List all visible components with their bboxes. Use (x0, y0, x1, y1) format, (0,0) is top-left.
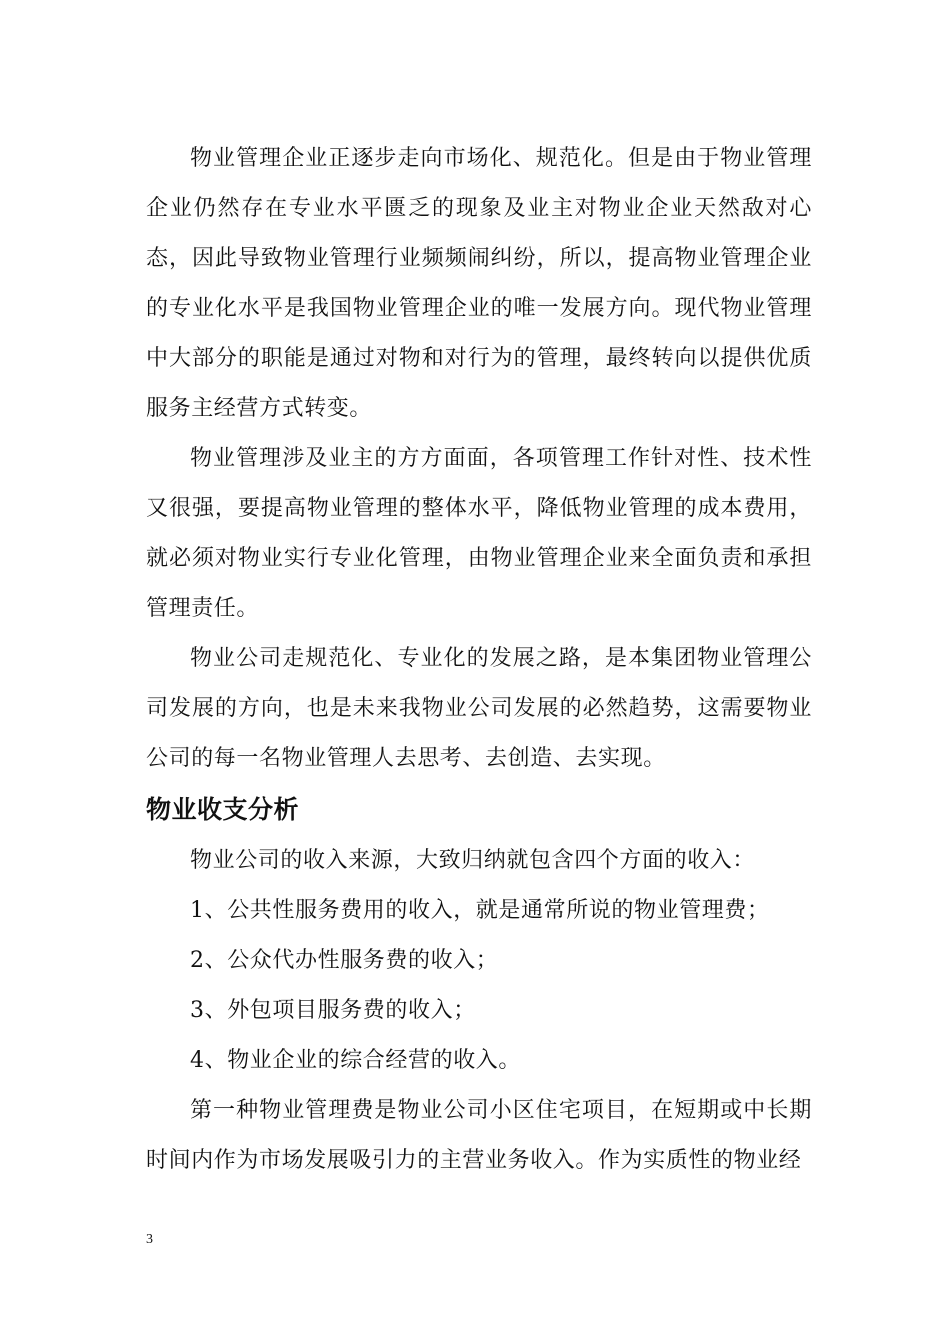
paragraph: 物业管理企业正逐步走向市场化、规范化。但是由于物业管理企业仍然存在专业水平匮乏的现象及业主对物业企业天然敌对心态，因此导致物业管理行业频频闹纠纷，所以，提高物业管理企业的专业化水平是我国物业管理企业的唯一发展方向。现代物业管理中大部分的职能是通过对物和对行为的管理，最终转向以提供优质服务主经营方式转变。 (146, 146, 812, 421)
list-item: 2、公众代办性服务费的收入； (190, 948, 499, 973)
paragraph: 物业公司走规范化、专业化的发展之路，是本集团物业管理公司发展的方向，也是未来我物业公司发展的必然趋势，这需要物业公司的每一名物业管理人去思考、去创造、去实现。 (146, 646, 812, 771)
list-item: 3、外包项目服务费的收入； (190, 998, 476, 1023)
page-number: 3 (146, 1232, 153, 1247)
paragraph: 第一种物业管理费是物业公司小区住宅项目，在短期或中长期时间内作为市场发展吸引力的主营业务收入。作为实质性的物业经 (146, 1098, 812, 1173)
list-item: 1、公共性服务费用的收入，就是通常所说的物业管理费； (190, 898, 770, 923)
paragraph: 物业公司的收入来源，大致归纳就包含四个方面的收入： (190, 848, 756, 873)
list-item: 4、物业企业的综合经营的收入。 (190, 1048, 521, 1073)
document-body (146, 134, 812, 1186)
section-heading: 物业收支分析 (146, 795, 300, 824)
paragraph: 物业管理涉及业主的方方面面，各项管理工作针对性、技术性又很强，要提高物业管理的整体水平，降低物业管理的成本费用，就必须对物业实行专业化管理，由物业管理企业来全面负责和承担管理责任。 (146, 446, 812, 621)
